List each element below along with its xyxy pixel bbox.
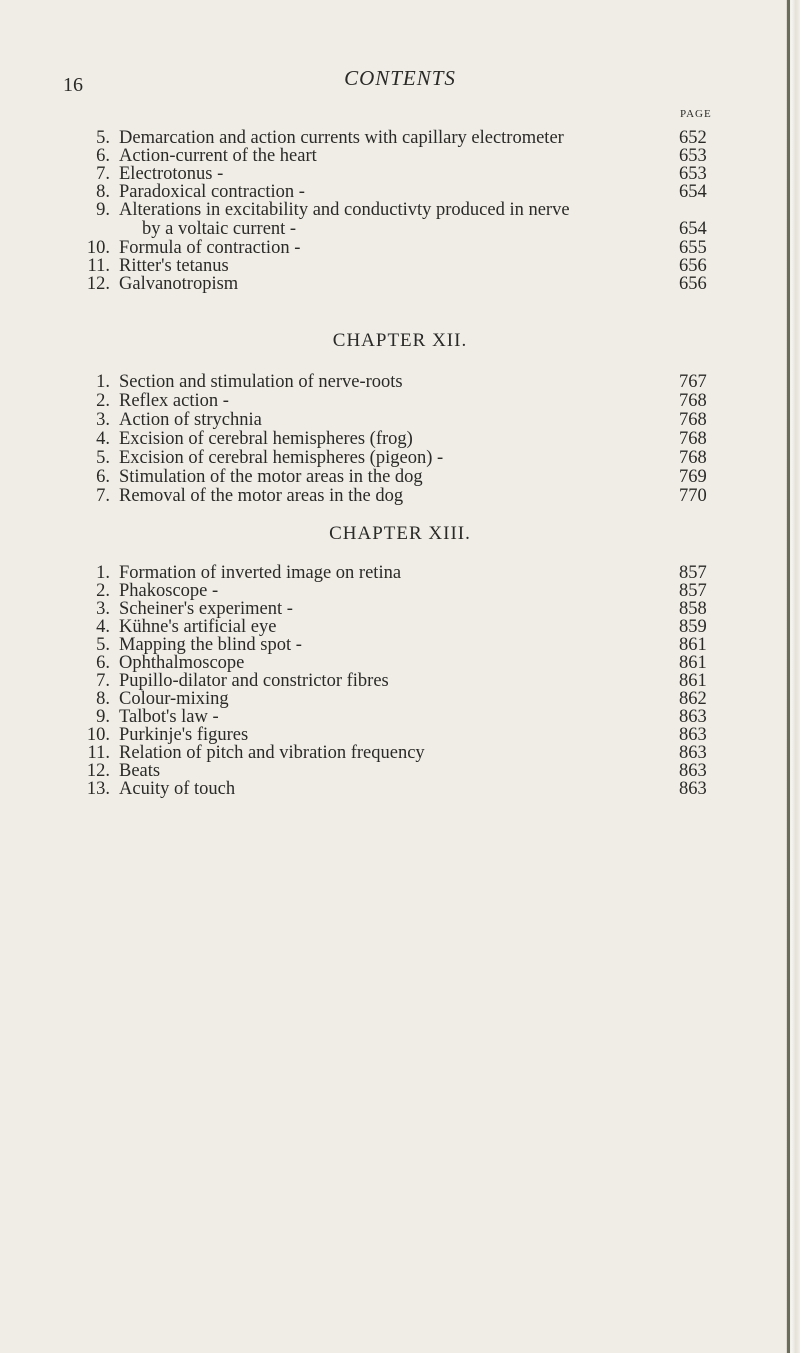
entry-page: 863	[679, 725, 707, 745]
chapter-heading: CHAPTER XIII.	[329, 523, 471, 544]
entry-title: Stimulation of the motor areas in the dog	[119, 467, 423, 487]
entry-page: 769	[679, 467, 707, 487]
entry-number: 4.	[96, 617, 110, 637]
entry-page: 654	[679, 182, 707, 202]
entry-page: 653	[679, 164, 707, 184]
entry-title: Purkinje's figures	[119, 725, 249, 745]
toc-entry	[0, 486, 800, 506]
toc-entry	[0, 725, 800, 745]
entry-title: Beats	[119, 761, 161, 781]
entry-number: 11.	[87, 256, 110, 276]
entry-page: 767	[679, 372, 707, 392]
entry-number: 7.	[96, 486, 110, 506]
entry-number: 3.	[96, 410, 110, 430]
entry-title: Ritter's tetanus	[119, 256, 229, 276]
entry-number: 13.	[86, 779, 110, 799]
toc-entry	[0, 200, 800, 220]
entry-title: Relation of pitch and vibration frequency	[119, 743, 425, 763]
entry-page: 862	[679, 689, 707, 709]
entry-page: 770	[679, 486, 707, 506]
entry-page: 768	[679, 391, 707, 411]
entry-continuation: by a voltaic current -	[142, 219, 297, 239]
entry-page: 653	[679, 146, 707, 166]
toc-entry	[0, 617, 800, 637]
toc-entry	[0, 146, 800, 166]
entry-number: 5.	[96, 635, 110, 655]
toc-entry	[0, 256, 800, 276]
entry-page: 861	[679, 671, 707, 691]
entry-title: Paradoxical contraction -	[119, 182, 305, 202]
entry-page: 863	[679, 707, 707, 727]
entry-number: 8.	[96, 182, 110, 202]
entry-title: Galvanotropism	[119, 274, 239, 294]
entry-number: 7.	[96, 164, 110, 184]
entry-title: Pupillo-dilator and constrictor fibres	[119, 671, 389, 691]
toc-entry	[0, 653, 800, 673]
toc-entry	[0, 164, 800, 184]
entry-number: 1.	[96, 372, 110, 392]
entry-title: Electrotonus -	[119, 164, 224, 184]
entry-page: 656	[679, 256, 707, 276]
toc-entry	[0, 671, 800, 691]
entry-number: 4.	[96, 429, 110, 449]
entry-title: Formation of inverted image on retina	[119, 563, 402, 583]
entry-number: 2.	[96, 391, 110, 411]
entry-number: 10.	[86, 238, 110, 258]
toc-entry	[0, 274, 800, 294]
entry-page: 858	[679, 599, 707, 619]
entry-title: Ophthalmoscope	[119, 653, 245, 673]
entry-title: Demarcation and action currents with capillary electrometer	[119, 128, 564, 148]
toc-entry-page-row	[0, 219, 800, 239]
entry-number: 5.	[96, 448, 110, 468]
entry-number: 6.	[96, 467, 110, 487]
entry-title: Mapping the blind spot -	[119, 635, 302, 655]
entry-page: 863	[679, 743, 707, 763]
toc-entry	[0, 448, 800, 468]
toc-entry	[0, 391, 800, 411]
entry-title: Excision of cerebral hemispheres (pigeon) -	[119, 448, 444, 468]
running-head: CONTENTS	[344, 66, 456, 90]
entry-title: Scheiner's experiment -	[119, 599, 293, 619]
entry-title: Removal of the motor areas in the dog	[119, 486, 404, 506]
toc-entry	[0, 779, 800, 799]
entry-page: 768	[679, 448, 707, 468]
entry-page: 857	[679, 581, 707, 601]
toc-entry	[0, 761, 800, 781]
toc-entry	[0, 707, 800, 727]
entry-title: Action-current of the heart	[119, 146, 317, 166]
toc-entry	[0, 563, 800, 583]
toc-entry	[0, 372, 800, 392]
page-number: 16	[63, 74, 83, 96]
entry-page: 652	[679, 128, 707, 148]
entry-page: 654	[679, 219, 707, 239]
entry-number: 1.	[96, 563, 110, 583]
entry-page: 655	[679, 238, 707, 258]
entry-page: 656	[679, 274, 707, 294]
toc-entry	[0, 743, 800, 763]
entry-number: 5.	[96, 128, 110, 148]
entry-number: 10.	[86, 725, 110, 745]
toc-entry	[0, 429, 800, 449]
entry-number: 2.	[96, 581, 110, 601]
entry-title: Acuity of touch	[119, 779, 236, 799]
entry-title: Formula of contraction -	[119, 238, 301, 258]
entry-title: Phakoscope -	[119, 581, 219, 601]
entry-number: 7.	[96, 671, 110, 691]
entry-number: 3.	[96, 599, 110, 619]
entry-number: 6.	[96, 653, 110, 673]
entry-page: 857	[679, 563, 707, 583]
toc-entry	[0, 182, 800, 202]
entry-title: Excision of cerebral hemispheres (frog)	[119, 429, 413, 449]
entry-page: 768	[679, 410, 707, 430]
entry-title: Talbot's law -	[119, 707, 219, 727]
entry-number: 11.	[87, 743, 110, 763]
entry-title: Kühne's artificial eye	[119, 617, 277, 637]
toc-entry	[0, 599, 800, 619]
toc-entry	[0, 238, 800, 258]
entry-title: Colour-mixing	[119, 689, 229, 709]
entry-page: 768	[679, 429, 707, 449]
entry-title: Section and stimulation of nerve-roots	[119, 372, 403, 392]
entry-title: Reflex action -	[119, 391, 229, 411]
entry-page: 859	[679, 617, 707, 637]
entry-page: 861	[679, 653, 707, 673]
toc-entry	[0, 635, 800, 655]
entry-number: 12.	[86, 761, 110, 781]
entry-number: 9.	[96, 707, 110, 727]
toc-entry	[0, 128, 800, 148]
entry-number: 12.	[86, 274, 110, 294]
toc-entry	[0, 410, 800, 430]
page-column-label: PAGE	[680, 108, 712, 120]
entry-number: 8.	[96, 689, 110, 709]
entry-number: 9.	[96, 200, 110, 220]
entry-page: 861	[679, 635, 707, 655]
toc-entry	[0, 467, 800, 487]
entry-page: 863	[679, 761, 707, 781]
entry-title: Action of strychnia	[119, 410, 262, 430]
entry-number: 6.	[96, 146, 110, 166]
entry-page: 863	[679, 779, 707, 799]
toc-entry	[0, 689, 800, 709]
chapter-heading: CHAPTER XII.	[332, 330, 468, 351]
entry-title: Alterations in excitability and conductivty produced in nerve	[119, 200, 570, 220]
toc-entry	[0, 581, 800, 601]
